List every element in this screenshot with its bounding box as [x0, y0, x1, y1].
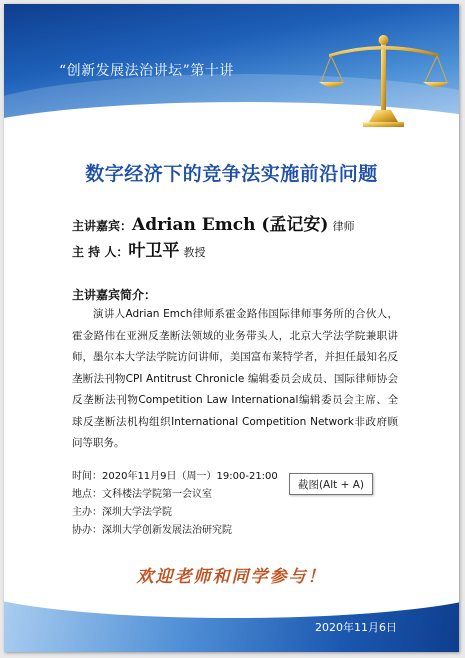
page-title: 数字经济下的竞争法实施前沿问题 [85, 163, 378, 185]
speaker-name: Adrian Emch (孟记安) [132, 215, 329, 235]
welcome-text: 欢迎老师和同学参与！ [136, 567, 327, 587]
host-line [72, 236, 206, 261]
poster [4, 4, 459, 652]
poster-header [4, 4, 459, 134]
host-name: 叶卫平 [128, 241, 180, 261]
series-label: “创新发展法治讲坛”第十讲 [59, 63, 234, 79]
info-time: 时间：2020年11月9日（周一）19:00-21:00 [72, 471, 278, 482]
host-label: 主 持 人： [72, 245, 129, 259]
info-co-organizer: 协办：深圳大学创新发展法治研究院 [72, 525, 232, 536]
balance-scale-icon [319, 34, 449, 129]
speaker-line [72, 210, 355, 235]
info-place: 地点：文科楼法学院第一会议室 [72, 489, 212, 500]
screenshot-tooltip: 截图(Alt + A) [289, 473, 373, 495]
bio-title: 主讲嘉宾简介： [72, 288, 157, 302]
info-organizer: 主办：深圳大学法学院 [72, 507, 172, 518]
bio-section [72, 304, 398, 455]
bio-text: 演讲人Adrian Emch律师系霍金路伟国际律师事务所的合伙人，霍金路伟在亚洲反垄断法领域的业务带头人，北京大学法学院兼职讲师，墨尔本大学法学院访问讲师，美国富布莱特学者，并担任最知名反垄断法刊物CPI Antitrust Chronicle 编辑委员会成员、国际律师协会反垄断法刊物Competition Law International编辑委员会主席、全球反垄断法机构组织International Competition Network非政府顾问等职务。 [72, 308, 398, 449]
speaker-role: 律师 [332, 220, 355, 233]
poster-date: 2020年11月6日 [315, 621, 397, 634]
footer-wave [4, 598, 459, 618]
speaker-label: 主讲嘉宾： [72, 219, 133, 233]
host-role: 教授 [183, 246, 206, 259]
